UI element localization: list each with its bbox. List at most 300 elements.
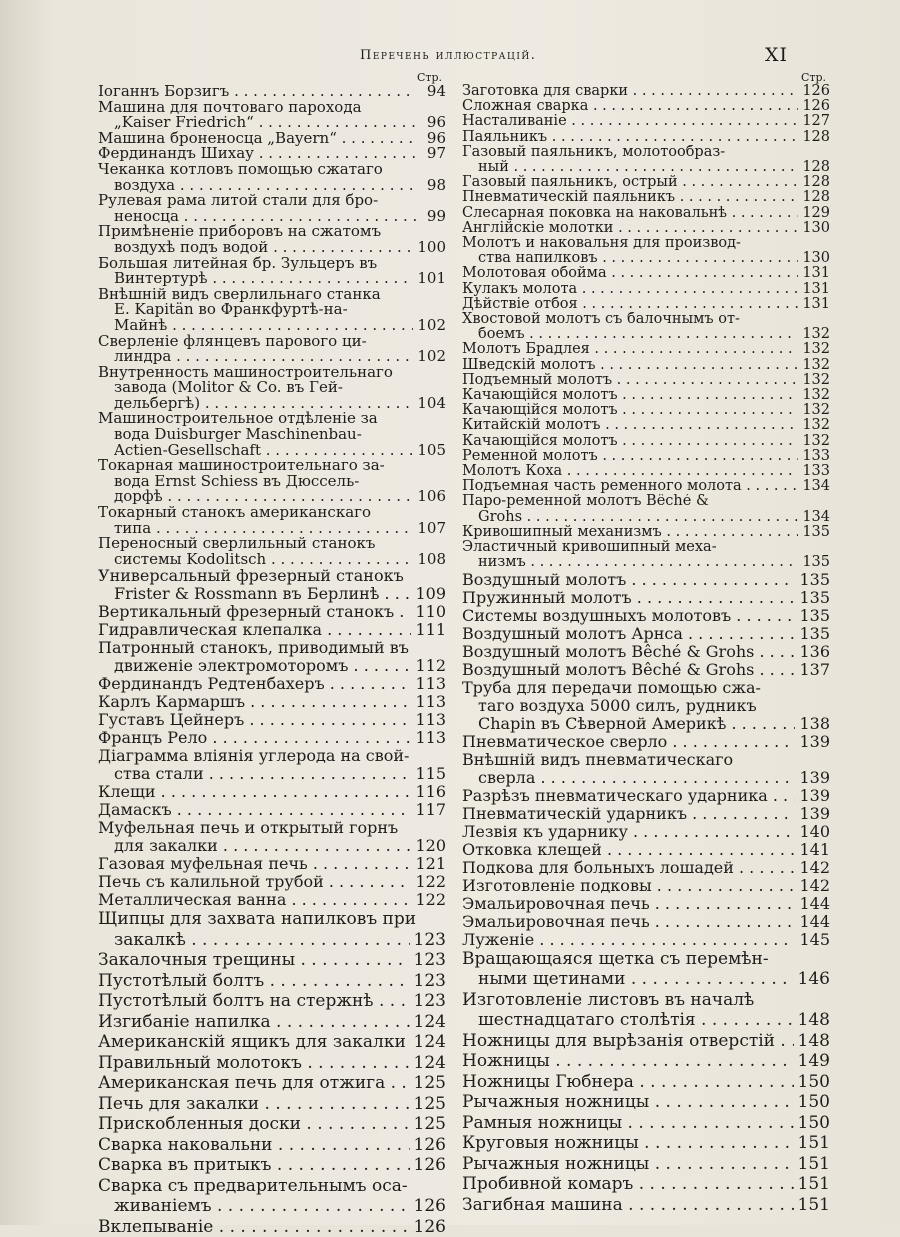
list-item: [462, 403, 830, 418]
entry-title-line: Кулакъ молота . . .: [462, 282, 798, 297]
entry-page-number: 124: [413, 1052, 446, 1073]
list-item: [462, 895, 830, 913]
entry-page-number: 126: [802, 99, 830, 115]
entry-page-number: 129: [802, 205, 830, 221]
entry-page-number: 125: [413, 1093, 446, 1114]
entry-title-line: Воздушный молотъ Bêché & Grohs . . .: [462, 661, 795, 679]
entry-page-number: 122: [415, 891, 446, 910]
entry-page-number: 148: [797, 1030, 830, 1051]
entry-page-number: 150: [797, 1112, 830, 1133]
entry-page-number: 115: [415, 765, 446, 784]
entry-title-line: Изгибаніе напилка . . .: [98, 1012, 410, 1033]
entry-page-number: 96: [426, 115, 446, 131]
entry-page-number: 124: [413, 1011, 446, 1032]
entry-page-number: 135: [802, 555, 830, 571]
list-item: [98, 193, 446, 224]
list-item: [462, 540, 830, 570]
list-item: [462, 625, 830, 643]
entry-page-number: 127: [802, 114, 830, 130]
list-item: [98, 855, 446, 873]
list-item: [462, 130, 830, 145]
entry-title-line: Щипцы для захвата напилковъ при: [98, 909, 417, 930]
entry-page-number: 139: [799, 786, 830, 805]
list-item: [98, 84, 446, 100]
list-item: [98, 1053, 446, 1074]
entry-title-line: Патронный станокъ, приводимый въ: [98, 639, 409, 658]
list-item: [462, 175, 830, 190]
entry-title-line: Большая литейная бр. Зульцеръ въ: [98, 255, 378, 272]
entry-title-line: Машина броненосца „Bayern“ . . .: [98, 131, 416, 147]
list-item: [98, 287, 446, 334]
list-item: [98, 1094, 446, 1115]
entry-title-line: Изготовленіе подковы . . .: [462, 877, 795, 895]
list-item: [98, 1176, 446, 1217]
list-item: [462, 449, 830, 464]
entry-title-line: сверла . . .: [478, 769, 795, 787]
list-item: [98, 1073, 446, 1094]
list-item: [98, 819, 446, 855]
entry-page-number: 102: [417, 317, 446, 334]
list-item: [462, 297, 830, 312]
entry-title-line: Сварка въ притыкъ . . .: [98, 1155, 410, 1176]
entry-title-line: Вертикальный фрезерный станокъ . . .: [98, 603, 411, 621]
entry-page-number: 116: [415, 783, 446, 802]
entry-title-line: Прискобленныя доски . . .: [98, 1114, 410, 1135]
entry-page-number: 113: [415, 729, 446, 748]
entry-page-number: 128: [802, 190, 830, 206]
entry-title-line: завода (Molitor & Co. въ Гей-: [114, 380, 343, 396]
entry-title-line: Пустотѣлый болтъ . . .: [98, 971, 410, 992]
page-column-label: Стр.: [800, 71, 826, 84]
entry-title-line: Разрѣзъ пневматическаго ударника . . .: [462, 787, 795, 805]
entry-title-line: линдра . . .: [114, 349, 413, 365]
entry-title-line: воздухѣ подъ водой . . .: [114, 240, 413, 256]
list-item: [462, 589, 830, 607]
entry-page-number: 131: [802, 296, 830, 312]
list-item: [462, 823, 830, 841]
entry-title-line: Изготовленіе листовъ въ началѣ: [462, 989, 755, 1010]
entry-page-number: 139: [799, 804, 830, 823]
entry-title-line: Actien-Gesellschaft . . .: [114, 443, 413, 459]
entry-page-number: 123: [413, 970, 446, 991]
entry-page-number: 128: [802, 175, 830, 191]
entry-title-line: Насталиваніе . . .: [462, 114, 798, 129]
entry-title-line: ства стали . . .: [114, 765, 411, 783]
left-column: [98, 72, 446, 1237]
entry-title-line: Рамныя ножницы . . .: [462, 1113, 794, 1134]
list-item: [462, 1133, 830, 1154]
entry-title-line: Внѣшній видъ сверлильнаго станка: [98, 286, 381, 303]
entry-page-number: 123: [413, 929, 446, 950]
entry-title-line: закалкѣ . . .: [114, 930, 410, 951]
entry-page-number: 126: [802, 84, 830, 99]
list-item: [462, 931, 830, 949]
entry-title-line: ства напилковъ . . .: [478, 251, 798, 266]
list-item: [462, 877, 830, 895]
entry-title-line: для закалки . . .: [114, 837, 411, 855]
entry-title-line: Китайскій молотъ . . .: [462, 418, 798, 433]
entry-title-line: Майнѣ . . .: [114, 318, 413, 334]
entry-page-number: 94: [426, 84, 446, 100]
entry-page-number: 146: [797, 969, 830, 989]
entry-title-line: вода Ernst Schiess въ Дюссель-: [114, 473, 360, 490]
entry-page-number: 142: [799, 858, 830, 877]
list-item: [98, 801, 446, 819]
list-item: [98, 873, 446, 891]
entry-page-number: 136: [799, 642, 830, 661]
entry-page-number: 104: [417, 395, 446, 412]
list-item: [98, 909, 446, 950]
list-item: [98, 567, 446, 603]
list-item: [462, 342, 830, 357]
entry-title-line: Загибная машина . . .: [462, 1195, 794, 1216]
entry-title-line: Пустотѣлый болтъ на стержнѣ . . .: [98, 991, 410, 1012]
entry-title-line: дорфѣ . . .: [114, 489, 413, 505]
list-item: [462, 464, 830, 479]
entry-title-line: Подкова для больныхъ лошадей . . .: [462, 859, 795, 877]
list-item: [462, 494, 830, 524]
list-item: [98, 1135, 446, 1156]
entry-page-number: 132: [802, 327, 830, 343]
entry-title-line: Печь съ калильной трубой . . .: [98, 873, 411, 891]
list-item: [98, 1155, 446, 1176]
entry-title-line: Подъемная часть ременного молота . . .: [462, 479, 798, 494]
entry-title-line: Гидравлическая клепалка . . .: [98, 621, 411, 639]
entry-title-line: Сверленіе флянцевъ парового ци-: [98, 333, 367, 350]
entry-title-line: Газовый паяльникъ, острый . . .: [462, 175, 798, 190]
entry-page-number: 131: [802, 281, 830, 297]
entry-title-line: Машина для почтоваго парохода: [98, 99, 362, 116]
entry-title-line: Американскій ящикъ для закалки . . .: [98, 1032, 410, 1053]
entry-title-line: Качающійся молотъ . . .: [462, 434, 798, 449]
entry-title-line: неносца . . .: [114, 209, 416, 225]
entry-title-line: Качающійся молотъ . . .: [462, 388, 798, 403]
entry-page-number: 150: [797, 1092, 830, 1112]
list-item: [98, 971, 446, 992]
page-column-label: Стр.: [416, 71, 442, 84]
right-column: [462, 72, 830, 1215]
entry-title-line: Шведскій молотъ . . .: [462, 358, 798, 373]
entry-page-number: 139: [799, 768, 830, 787]
list-item: [462, 1113, 830, 1134]
list-item: [462, 479, 830, 494]
list-item: [462, 841, 830, 859]
entry-page-number: 151: [797, 1153, 830, 1174]
list-item: [462, 1092, 830, 1113]
entry-page-number: 142: [799, 876, 830, 895]
entry-page-number: 130: [802, 220, 830, 236]
list-item: [462, 312, 830, 342]
list-item: [462, 358, 830, 373]
entry-page-number: 132: [802, 372, 830, 388]
entry-title-line: Кривошипный механизмъ . . .: [462, 525, 798, 540]
entry-title-line: воздуха . . .: [114, 178, 416, 194]
entry-page-number: 133: [802, 464, 830, 480]
entry-page-number: 144: [799, 912, 830, 931]
entry-title-line: Сложная сварка . . .: [462, 99, 798, 114]
page-number: XI: [765, 44, 789, 66]
list-item: [462, 1154, 830, 1175]
entry-title-line: ными щетинами . . .: [478, 969, 794, 990]
entry-title-line: Лезвія къ ударнику . . .: [462, 823, 795, 841]
entry-page-number: 125: [413, 1073, 446, 1094]
entry-page-number: 135: [799, 570, 830, 589]
list-item: [462, 418, 830, 433]
entry-page-number: 135: [799, 588, 830, 607]
entry-page-number: 141: [799, 840, 830, 859]
list-item: [462, 643, 830, 661]
list-item: [462, 787, 830, 805]
entry-title-line: Паяльникъ . . .: [462, 130, 798, 145]
entry-page-number: 128: [802, 129, 830, 145]
entry-title-line: Подъемный молотъ . . .: [462, 373, 798, 388]
list-item: [462, 434, 830, 449]
list-item: [462, 373, 830, 388]
entry-page-number: 126: [413, 1134, 446, 1155]
entry-title-line: Отковка клещей . . .: [462, 841, 795, 859]
list-item: [462, 236, 830, 266]
entry-title-line: Закалочныя трещины . . .: [98, 950, 410, 971]
entry-page-number: 123: [413, 991, 446, 1012]
entry-title-line: шестнадцатаго столѣтія . . .: [478, 1010, 794, 1031]
entry-page-number: 99: [426, 208, 446, 225]
entry-title-line: Пневматическій паяльникъ . . .: [462, 190, 798, 205]
page-header: [0, 44, 900, 74]
entry-title-line: Печь для закалки . . .: [98, 1094, 410, 1115]
entry-title-line: Фердинандъ Шихау . . .: [98, 146, 416, 162]
entry-page-number: 132: [802, 357, 830, 373]
entry-title-line: ный . . .: [478, 160, 798, 175]
entry-title-line: Ножницы . . .: [462, 1051, 794, 1072]
list-item: [98, 162, 446, 193]
entry-page-number: 144: [799, 894, 830, 913]
entry-page-number: 98: [426, 177, 446, 194]
page-title: Перечень иллюстрацій.: [360, 48, 537, 63]
entry-page-number: 132: [802, 433, 830, 449]
list-item: [98, 458, 446, 505]
entry-title-line: Воздушный молотъ Арнса . . .: [462, 625, 795, 643]
entry-page-number: 97: [426, 146, 446, 162]
entry-page-number: 106: [417, 489, 446, 506]
list-item: [98, 256, 446, 287]
entry-title-line: Эмальировочная печь . . .: [462, 913, 795, 931]
entry-page-number: 109: [415, 585, 446, 604]
list-item: [98, 505, 446, 536]
entry-title-line: Карлъ Кармаршъ . . .: [98, 693, 411, 711]
entry-page-number: 96: [426, 130, 446, 147]
entry-title-line: Ножницы для вырѣзанія отверстій . . .: [462, 1031, 794, 1052]
entry-title-line: Газовый паяльникъ, молотообраз-: [462, 144, 726, 160]
entry-title-line: Винтертурѣ . . .: [114, 271, 413, 287]
list-item: [462, 190, 830, 205]
entry-page-number: 130: [802, 251, 830, 267]
list-item: [98, 224, 446, 255]
entry-page-number: 150: [797, 1071, 830, 1092]
entry-page-number: 102: [417, 349, 446, 365]
entry-page-number: 151: [797, 1133, 830, 1153]
entry-title-line: системы Kodolitsch . . .: [114, 552, 413, 568]
entry-title-line: Слесарная поковка на наковальнѣ . . .: [462, 206, 798, 221]
list-item: [462, 913, 830, 931]
list-item: [462, 525, 830, 540]
list-item: [462, 282, 830, 297]
entry-page-number: 107: [417, 520, 446, 537]
entry-title-line: Frister & Rossmann въ Берлинѣ . . .: [114, 585, 411, 603]
list-item: [98, 621, 446, 639]
list-item: [462, 733, 830, 751]
entry-page-number: 132: [802, 418, 830, 434]
entry-title-line: Воздушный молотъ Bêché & Grohs . . .: [462, 643, 795, 661]
entry-title-line: Эластичный кривошипный меха-: [462, 540, 717, 556]
entry-page-number: 135: [802, 524, 830, 540]
entry-title-line: Пружинный молотъ . . .: [462, 589, 795, 607]
entry-title-line: Паро-ременной молотъ Bêché &: [462, 494, 709, 510]
entry-title-line: Францъ Рело . . .: [98, 729, 411, 747]
list-item: [462, 990, 830, 1031]
list-item: [462, 1031, 830, 1052]
list-item: [462, 388, 830, 403]
entry-page-number: 122: [415, 873, 446, 892]
list-item: [462, 206, 830, 221]
entry-page-number: 139: [799, 732, 830, 751]
entry-page-number: 124: [413, 1032, 446, 1053]
list-item: [462, 221, 830, 236]
entry-page-number: 108: [417, 551, 446, 568]
entry-page-number: 111: [415, 621, 446, 640]
entry-title-line: Рычажныя ножницы . . .: [462, 1092, 794, 1113]
list-item: [98, 891, 446, 909]
entry-page-number: 131: [802, 266, 830, 282]
entry-title-line: Газовая муфельная печь . . .: [98, 855, 411, 873]
entry-title-line: Правильный молотокъ . . .: [98, 1053, 410, 1074]
list-item: [98, 411, 446, 458]
entry-title-line: Внутренность машиностроительнаго: [98, 364, 393, 381]
entry-title-line: Клещи . . .: [98, 783, 411, 801]
entry-page-number: 123: [413, 950, 446, 971]
list-item: [462, 266, 830, 281]
entry-page-number: 135: [799, 606, 830, 625]
entry-page-number: 126: [413, 1155, 446, 1176]
entry-title-line: Круговыя ножницы . . .: [462, 1133, 794, 1154]
entry-title-line: Ременной молотъ . . .: [462, 449, 798, 464]
list-item: [462, 1174, 830, 1195]
entry-title-line: движеніе электромоторомъ . . .: [114, 657, 411, 675]
entry-page-number: 151: [797, 1194, 830, 1215]
entry-page-number: 140: [799, 822, 830, 841]
list-item: [98, 334, 446, 365]
entry-page-number: 134: [802, 509, 830, 525]
entry-page-number: 151: [797, 1174, 830, 1194]
entry-page-number: 101: [417, 271, 446, 287]
entry-title-line: Эмальировочная печь . . .: [462, 895, 795, 913]
list-item: [462, 571, 830, 589]
entry-page-number: 149: [797, 1051, 830, 1071]
entry-title-line: Рулевая рама литой стали для бро-: [98, 193, 379, 209]
entry-title-line: Grohs . . .: [478, 510, 798, 525]
entry-page-number: 145: [799, 930, 830, 949]
entry-title-line: Діаграмма вліянія углерода на свой-: [98, 747, 410, 766]
entry-page-number: 132: [802, 342, 830, 358]
entry-page-number: 120: [415, 837, 446, 856]
entry-title-line: E. Kapitän во Франкфуртѣ-на-: [114, 302, 348, 318]
entry-title-line: Токарная машиностроительнаго за-: [98, 458, 385, 474]
list-item: [98, 729, 446, 747]
entry-page-number: 132: [802, 403, 830, 419]
entry-title-line: Дамаскъ . . .: [98, 801, 411, 819]
entry-page-number: 110: [415, 603, 446, 622]
entry-title-line: „Kaiser Friedrich“ . . .: [114, 115, 416, 131]
entry-page-number: 113: [415, 711, 446, 730]
entry-page-number: 105: [417, 442, 446, 459]
entry-title-line: Chapin въ Сѣверной Америкѣ . . .: [478, 715, 795, 733]
entry-title-line: Универсальный фрезерный станокъ: [98, 567, 404, 586]
illustration-list-right: [462, 84, 830, 1215]
entry-page-number: 113: [415, 693, 446, 712]
list-item: [462, 1072, 830, 1093]
entry-title-line: Качающійся молотъ . . .: [462, 403, 798, 418]
list-item: [98, 1217, 446, 1237]
entry-title-line: вода Duisburger Maschinenbau-: [114, 427, 362, 443]
list-item: [462, 1051, 830, 1072]
entry-page-number: 128: [802, 160, 830, 176]
list-item: [98, 603, 446, 621]
entry-title-line: Труба для передачи помощью сжа-: [462, 678, 761, 697]
entry-title-line: Дѣйствіе отбоя . . .: [462, 297, 798, 312]
entry-page-number: 113: [415, 675, 446, 694]
entry-title-line: типа . . .: [114, 521, 413, 537]
list-item: [462, 751, 830, 787]
entry-title-line: дельбергѣ) . . .: [114, 396, 413, 412]
list-item: [98, 747, 446, 783]
entry-title-line: Внѣшній видъ пневматическаго: [462, 750, 734, 769]
entry-title-line: Вращающаяся щетка съ перемѣн-: [462, 948, 769, 969]
entry-page-number: 137: [799, 660, 830, 679]
list-item: [98, 639, 446, 675]
entry-page-number: 112: [415, 657, 446, 676]
entry-title-line: Примѣненіе приборовъ на сжатомъ: [98, 224, 382, 240]
entry-title-line: Чеканка котловъ помощью сжатаго: [98, 161, 383, 178]
list-item: [98, 783, 446, 801]
entry-title-line: Ножницы Гюбнера . . .: [462, 1072, 794, 1093]
list-item: [462, 99, 830, 114]
list-item: [462, 607, 830, 625]
entry-title-line: Системы воздушныхъ молотовъ . . .: [462, 607, 795, 625]
entry-page-number: 100: [417, 239, 446, 256]
entry-title-line: таго воздуха 5000 силъ, рудникъ: [478, 696, 757, 715]
entry-title-line: Густавъ Цейнеръ . . .: [98, 711, 411, 729]
entry-page-number: 135: [799, 624, 830, 643]
entry-title-line: Сварка наковальни . . .: [98, 1135, 410, 1156]
entry-page-number: 125: [413, 1114, 446, 1135]
entry-title-line: Фердинандъ Редтенбахеръ . . .: [98, 675, 411, 693]
entry-title-line: Вклепываніе . . .: [98, 1217, 410, 1237]
entry-title-line: Молотъ Коха . . .: [462, 464, 798, 479]
entry-page-number: 134: [802, 479, 830, 495]
entry-title-line: Муфельная печь и открытый горнъ: [98, 819, 399, 838]
list-item: [462, 1195, 830, 1216]
list-item: [462, 145, 830, 175]
list-item: [98, 693, 446, 711]
list-item: [98, 1032, 446, 1053]
entry-title-line: Металлическая ванна . . .: [98, 891, 411, 909]
entry-page-number: 126: [413, 1196, 446, 1217]
entry-title-line: Переносный сверлильный станокъ: [98, 536, 376, 552]
entry-page-number: 126: [413, 1216, 446, 1237]
entry-title-line: Молотъ Брадлея . . .: [462, 342, 798, 357]
list-item: [98, 131, 446, 147]
entry-title-line: Хвостовой молотъ съ балочнымъ от-: [462, 312, 740, 328]
list-item: [98, 675, 446, 693]
